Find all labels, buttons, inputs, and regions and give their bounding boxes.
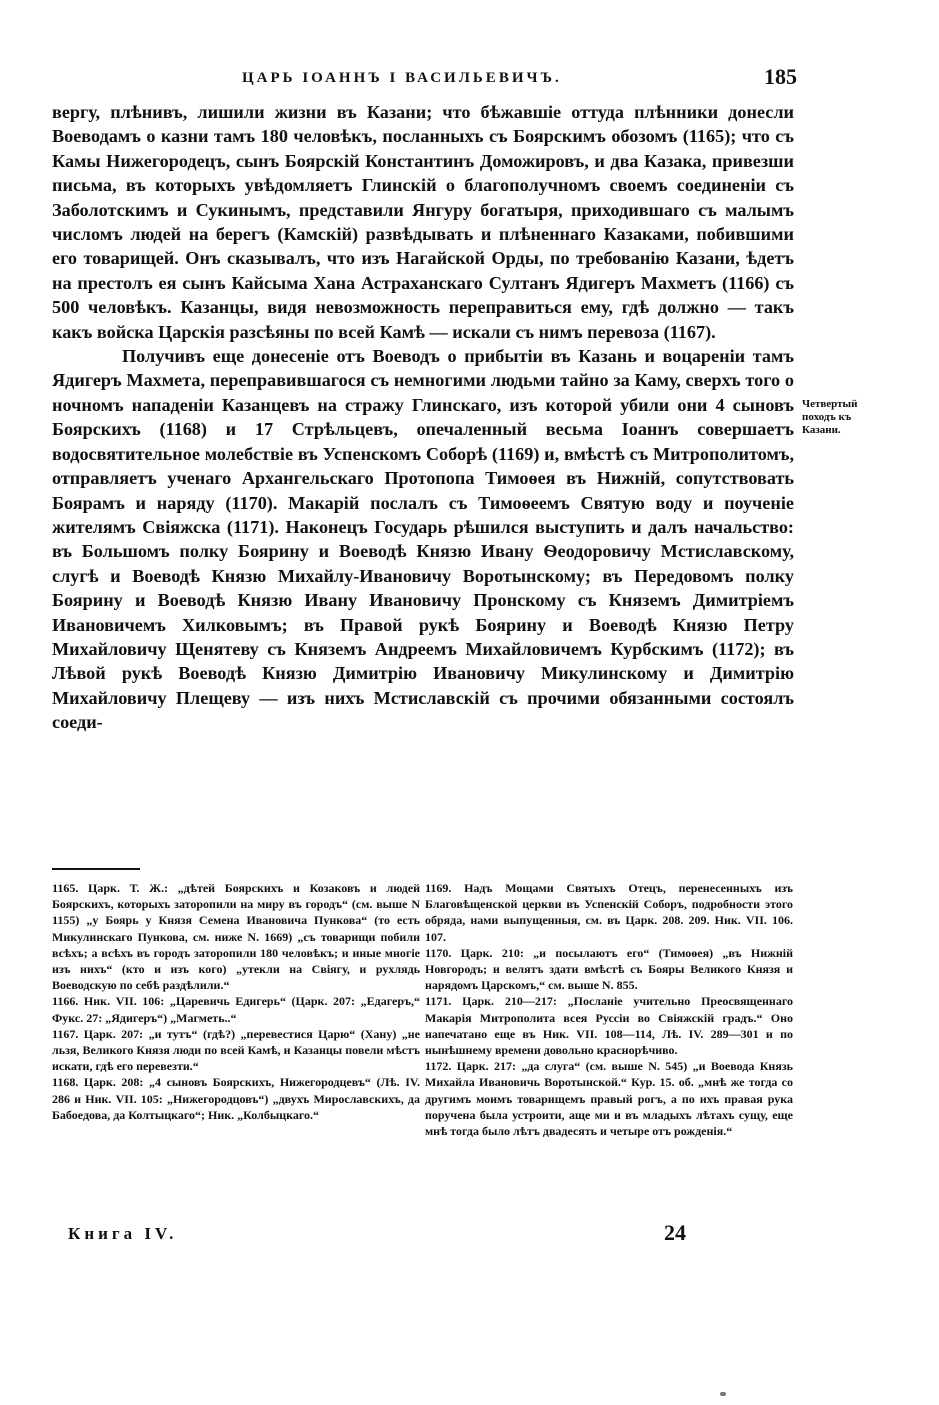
- main-paragraph: Получивъ еще донесеніе отъ Воеводъ о прибытіи въ Казань и воцареніи тамъ Ядигеръ Махмета, переправившагося съ немногими людьми тайно за Каму, сверхъ того о ночномъ нападеніи Казанцевъ на стражу Глинскаго, изъ которой убили они 4 сыновъ Боярскихъ (1168) и 17 Стрѣльцевъ, опечаленный весьма Іоаннъ совершаетъ водосвятительное молебствіе въ Успенскомъ Соборѣ (1169) и, вмѣстѣ съ Митрополитомъ, отправляетъ ученаго Архангельскаго Протопопа Тимоѳея въ Нижній, сопутствовать Боярамъ и наряду (1170). Макарій послалъ съ Тимоѳеемъ Святую воду и поученіе жителямъ Свіяжска (1171). Наконецъ Государь рѣшился выступить и далъ начальство: въ Большомъ полку Боярину и Воеводѣ Князю Ивану Ѳеодоровичу Мстиславскому, слугѣ и Воеводѣ Князю Михайлу-Ивановичу Воротынскому; въ Передовомъ полку Боярину и Воеводѣ Князю Ивану Ивановичу Пронскому съ Княземъ Димитріемъ Ивановичемъ Хилковымъ; въ Правой рукѣ Боярину и Воеводѣ Князю Петру Михайловичу Щенятеву съ Княземъ Андреемъ Михайловичемъ Курбскимъ (1172); въ Лѣвой рукѣ Воеводѣ Князю Димитрію Ивановичу Микулинскому и Димитрію Михайловичу Плещеву — изъ нихъ Мстиславскій съ прочими обязанными состоялъ соеди-: [52, 346, 794, 733]
- scan-speck: [720, 1392, 726, 1396]
- footnotes-right-column: [425, 880, 793, 1139]
- footnote: 1170. Царк. 210: „и посылаютъ его“ (Тимоѳея) „въ Нижній Новгородъ; и велятъ здати вмѣстѣ съ Бояры Великого Князя и нарядомъ Царскомъ,“ см. выше N. 855.: [425, 945, 793, 993]
- footnote: 1172. Царк. 217: „да слуга“ (см. выше N. 545) „и Воевода Князь Михайла Ивановичь Воротынской.“ Кур. 15. об. „мнѣ же тогда со другимъ моимъ товарищемъ правый рогъ, а по ихъ правая рука поручена была устроити, аще ми и въ младыхъ лѣтахъ сущу, еще мнѣ тогда было лѣтъ двадесять и четыре отъ рожденія.“: [425, 1059, 793, 1139]
- footnote: 1169. Надъ Мощами Святыхъ Отецъ, перенесенныхъ изъ Благовѣщенской церкви въ Успенскій Соборъ, подробности этого обряда, нами выпущенныя, см. въ Царк. 208. 209. Ник. VII. 106. 107.: [425, 881, 793, 944]
- footnote: 1171. Царк. 210—217: „Посланіе учительно Преосвященнаго Макарія Митрополита всея Руссіи во Свіяжскій градъ.“ Оно напечатано еще въ Ник. VII. 108—114, Лѣ. IV. 289—301 и по нынѣшнему времени довольно краснорѣчиво.: [425, 994, 793, 1058]
- page-number: 185: [764, 64, 797, 89]
- page-header: [52, 64, 797, 104]
- footnotes-left-column: [52, 880, 420, 1123]
- footnote: 1167. Царк. 207: „и тутъ“ (гдѣ?) „перевестися Царю“ (Хану) „не льзя, Великого Князя люди по всей Камѣ, и Казанцы повели мѣстъ искати, гдѣ его перевезти.“: [52, 1026, 420, 1074]
- margin-note: Четвертый походъ къ Казани.: [802, 398, 858, 436]
- signature-mark: 24: [664, 1220, 686, 1245]
- footnote: 1165. Царк. Т. Ж.: „дѣтей Боярскихъ и Козаковъ и людей Боярскихъ, которыхъ заторопили на миру въ городъ“ (см. выше N 1155) „у Боярь у Князя Семена Ивановича Пункова“ (то есть Микулинскаго Пункова, см. ниже N. 1669) „съ товарищи побили всѣхъ; а всѣхъ въ городъ заторопили 180 человѣкъ; и иные многіе изъ нихъ“ (кто и изъ кого) „утекли на Свіягу, и рухлядь Воеводскую по себѣ раздѣлили.“: [52, 881, 420, 993]
- footnote: 1168. Царк. 208: „4 сыновъ Боярскихъ, Нижегородцевъ“ (Лѣ. IV. 286 и Ник. VII. 105: „Нижегородцовъ“) „двухъ Мирославскихъ, да Бабоедова, да Колтыцкаго“; Ник. „Колбыцкаго.“: [52, 1075, 420, 1122]
- book-label: Книга IV.: [68, 1224, 178, 1243]
- footnote-divider: [52, 868, 140, 870]
- main-text: [52, 100, 794, 735]
- footnote: 1166. Ник. VII. 106: „Царевичь Едигерь“ (Царк. 207: „Едагеръ,“ Фукс. 27: „Ядигеръ“) „Магметь..“: [52, 994, 420, 1025]
- running-title: ЦАРЬ ІОАННЪ І ВАСИЛЬЕВИЧЪ.: [242, 70, 562, 86]
- main-paragraph: вергу, плѣнивъ, лишили жизни въ Казани; что бѣжавшіе оттуда плѣнники донесли Воеводамъ о казни тамъ 180 человѣкъ, посланныхъ съ Боярскимъ обозомъ (1165); что съ Камы Нижегородецъ, сынъ Боярскій Константинъ Доможировъ, и два Казака, привезши письма, въ которыхъ увѣдомляетъ Глинскій о благополучномъ своемъ соединеніи съ Заболотскимъ и Сукинымъ, представили Янгуру богатыря, приходившаго съ малымъ числомъ людей на берегъ (Камскій) развѣдывать и плѣненнаго Казаками, побившими его товарищей. Онъ сказывалъ, что изъ Нагайской Орды, по требованію Казани, ѣдетъ на престолъ ея сынъ Кайсыма Хана Астраханскаго Султанъ Ядигеръ Махметъ (1166) съ 500 человѣкъ. Казанцы, видя невозможность переправиться ему, гдѣ должно — такъ какъ войска Царскія разсѣяны по всей Камѣ — искали съ нимъ перевоза (1167).: [52, 102, 794, 342]
